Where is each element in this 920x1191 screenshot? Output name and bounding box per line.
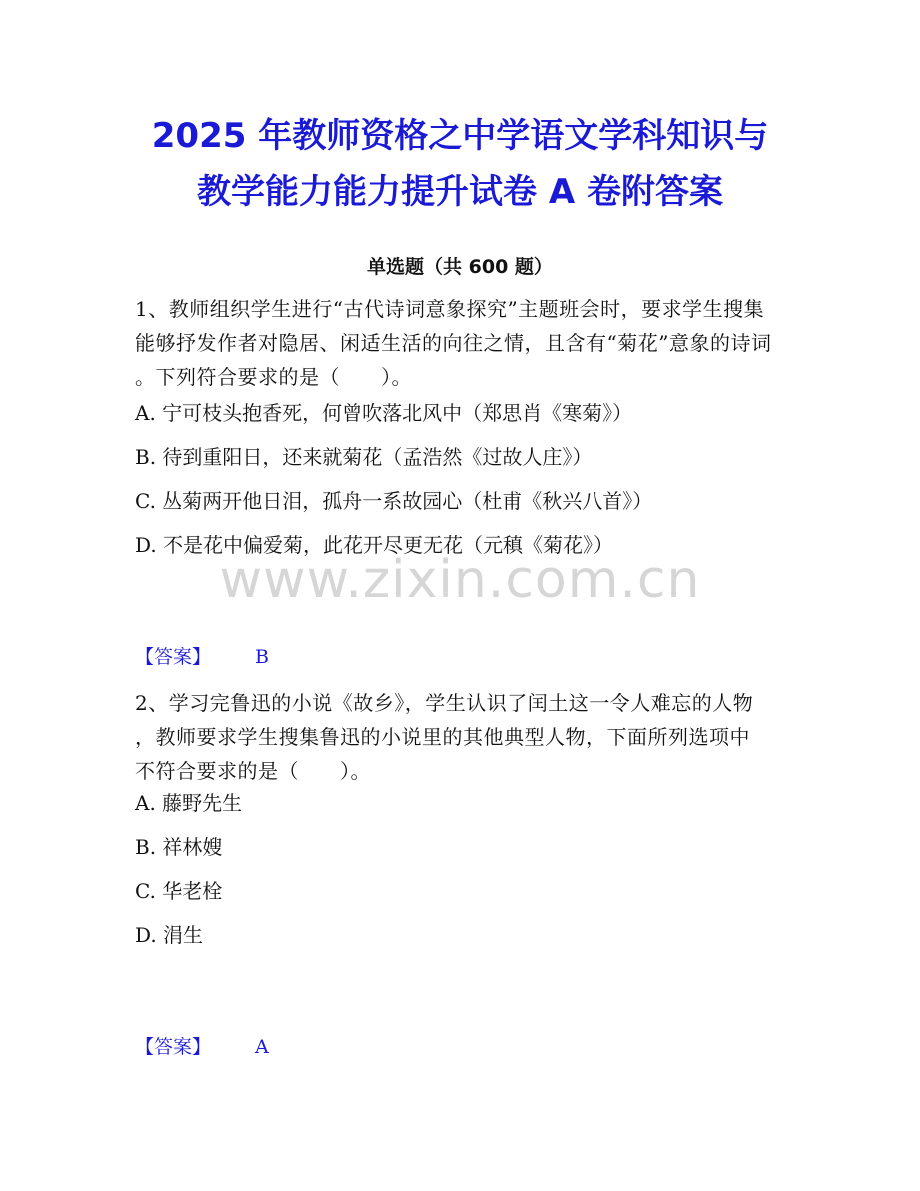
question-stem-line: ，教师要求学生搜集鲁迅的小说里的其他典型人物，下面所列选项中 bbox=[135, 725, 750, 749]
question-1-option-d: D. 不是花中偏爱菊，此花开尽更无花（元稹《菊花》） bbox=[135, 533, 614, 557]
answer-label: 【答案】 bbox=[135, 646, 212, 668]
question-stem-line: 。下列符合要求的是（ ）。 bbox=[135, 365, 412, 389]
title-line-1: 2025 年教师资格之中学语文学科知识与 bbox=[151, 116, 769, 156]
question-2-option-d: D. 涓生 bbox=[135, 923, 204, 947]
question-stem-line: 不符合要求的是（ ）。 bbox=[135, 759, 371, 783]
question-2-answer bbox=[135, 1032, 269, 1062]
title-line-2: 教学能力能力提升试卷 A 卷附答案 bbox=[197, 172, 723, 212]
question-1-option-a: A. 宁可枝头抱香死，何曾吹落北风中（郑思肖《寒菊》） bbox=[135, 401, 633, 425]
watermark: www.zixin.com.cn bbox=[219, 550, 701, 610]
section-heading: 单选题（共 600 题） bbox=[367, 256, 553, 278]
question-1-option-b: B. 待到重阳日，还来就菊花（孟浩然《过故人庄》） bbox=[135, 445, 593, 469]
question-2-option-a: A. 藤野先生 bbox=[135, 791, 243, 815]
answer-value: B bbox=[255, 646, 269, 668]
question-stem-line: 1、教师组织学生进行“古代诗词意象探究”主题班会时，要求学生搜集 bbox=[135, 297, 765, 321]
question-1-stem bbox=[135, 292, 795, 394]
question-1-option-c: C. 丛菊两开他日泪，孤舟一系故园心（杜甫《秋兴八首》） bbox=[135, 489, 653, 513]
answer-value: A bbox=[255, 1036, 269, 1058]
answer-label: 【答案】 bbox=[135, 1036, 212, 1058]
question-2-option-c: C. 华老栓 bbox=[135, 879, 223, 903]
question-1-answer bbox=[135, 642, 269, 672]
document-title bbox=[60, 108, 860, 220]
question-stem-line: 2、学习完鲁迅的小说《故乡》，学生认识了闰土这一令人难忘的人物 bbox=[135, 691, 754, 715]
question-2-stem bbox=[135, 686, 795, 788]
question-2-option-b: B. 祥林嫂 bbox=[135, 835, 223, 859]
question-stem-line: 能够抒发作者对隐居、闲适生活的向往之情，且含有“菊花”意象的诗词 bbox=[135, 331, 772, 355]
